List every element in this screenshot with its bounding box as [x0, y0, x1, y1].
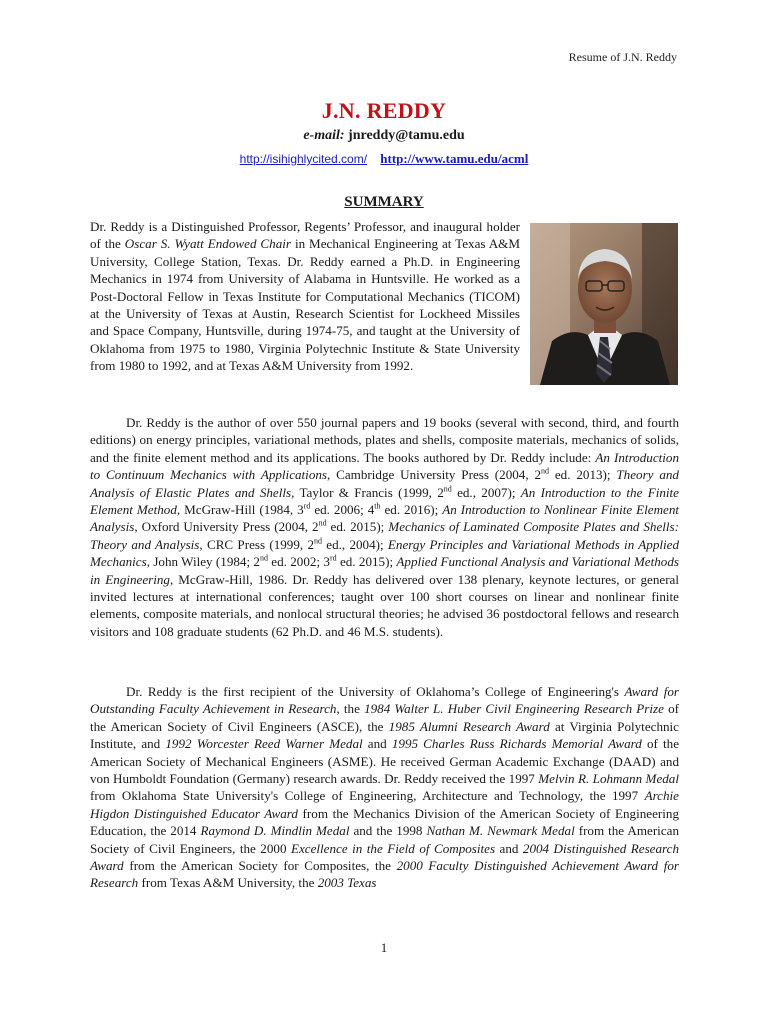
running-header: Resume of J.N. Reddy — [568, 50, 677, 64]
isihighlycited-link[interactable]: http://isihighlycited.com/ — [239, 152, 368, 166]
email-label: e-mail: — [303, 128, 345, 143]
portrait-photo — [530, 223, 678, 385]
page-number: 1 — [380, 940, 388, 955]
person-name: J.N. REDDY — [321, 98, 447, 123]
summary-paragraph-2: Dr. Reddy is the author of over 550 journal papers and 19 books (several with second, third, and fourth editions) on energy principles, variational methods, plates and shells, composite materials, mechanics of solids, and the finite element method and its applications. The books authored by Dr. Reddy include: An Introduction to Continuum Mechanics with Applications, Cambridge University Press (2004, 2nd ed. 2013); Theory and Analysis of Elastic Plates and Shells, Taylor & Francis (1999, 2nd ed., 2007); An Introduction to the Finite Element Method, McGraw-Hill (1984, 3rd ed. 2006; 4th ed. 2016); An Introduction to Nonlinear Finite Element Analysis, Oxford University Press (2004, 2nd ed. 2015); Mechanics of Laminated Composite Plates and Shells: Theory and Analysis, CRC Press (1999, 2nd ed., 2004); Energy Principles and Variational Methods in Applied Mechanics, John Wiley (1984; 2nd ed. 2002; 3rd ed. 2015); Applied Functional Analysis and Variational Methods in Engineering, McGraw-Hill, 1986. Dr. Reddy has delivered over 138 plenary, keynote lectures, or general invited lectures at international conferences; taught over 100 short courses on linear and nonlinear finite elements, composite materials, and nonlocal structural theories; he advised 36 postdoctoral fellows and research visitors and 108 graduate students (62 Ph.D. and 46 M.S. students). — [90, 415, 680, 639]
email-line — [0, 128, 768, 144]
email-address: jnreddy@tamu.edu — [348, 128, 465, 143]
links-line — [0, 151, 768, 167]
summary-paragraph-3: Dr. Reddy is the first recipient of the University of Oklahoma’s College of Engineering's Award for Outstanding Faculty Achievement in Research, the 1984 Walter L. Huber Civil Engineering Research Prize of the American Society of Civil Engineers (ASCE), the 1985 Alumni Research Award at Virginia Polytechnic Institute, and 1992 Worcester Reed Warner Medal and 1995 Charles Russ Richards Memorial Award of the American Society of Mechanical Engineers (ASME). He received German Academic Exchange (DAAD) and von Humboldt Foundation (Germany) research awards. Dr. Reddy received the 1997 Melvin R. Lohmann Medal from Oklahoma State University's College of Engineering, Architecture and Technology, the 1997 Archie Higdon Distinguished Educator Award from the Mechanics Division of the American Society of Engineering Education, the 2014 Raymond D. Mindlin Medal and the 1998 Nathan M. Newmark Medal from the American Society of Civil Engineers, the 2000 Excellence in the Field of Composites and 2004 Distinguished Research Award from the American Society for Composites, the 2000 Faculty Distinguished Achievement Award for Research from Texas A&M University, the 2003 Texas — [90, 684, 680, 891]
summary-paragraph-1: Dr. Reddy is a Distinguished Professor, Regents’ Professor, and inaugural holder of the Oscar S. Wyatt Endowed Chair in Mechanical Engineering at Texas A&M University, College Station, Texas. Dr. Reddy earned a Ph.D. in Engineering Mechanics in 1974 from University of Alabama in Huntsville. He worked as a Post-Doctoral Fellow in Texas Institute for Computational Mechanics (TICOM) at the University of Texas at Austin, Research Scientist for Lockheed Missiles and Space Company, Huntsville, during 1974-75, and taught at the University of Oklahoma from 1975 to 1980, Virginia Polytechnic Institute & State University from 1980 to 1992, and at Texas A&M University from 1992. — [90, 219, 520, 374]
summary-heading: SUMMARY — [344, 194, 424, 210]
tamu-acml-link[interactable]: http://www.tamu.edu/acml — [380, 151, 529, 166]
